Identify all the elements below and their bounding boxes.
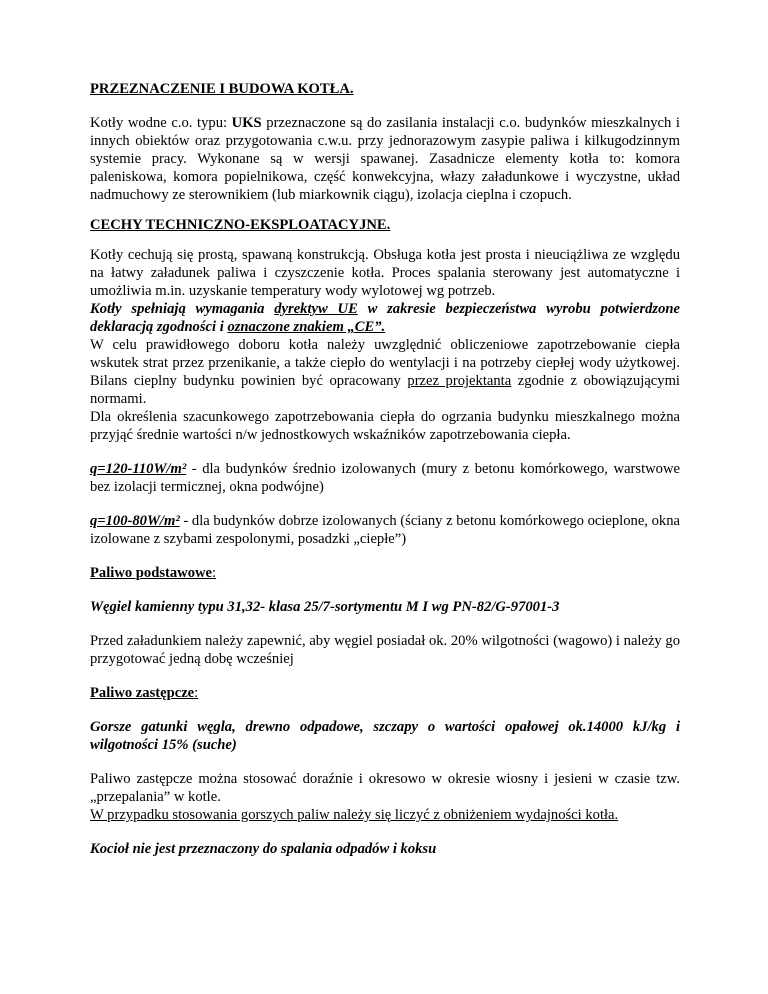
alt-fuel-heading bbox=[90, 684, 680, 702]
q1-value: q=120-110W/m² bbox=[90, 461, 187, 477]
section-heading-purpose: PRZEZNACZENIE I BUDOWA KOTŁA. bbox=[90, 81, 354, 97]
alt-fuel-colon: : bbox=[194, 685, 199, 701]
ce-mark-text: oznaczone znakiem „CE”. bbox=[227, 319, 386, 335]
section-heading-features: CECHY TECHNICZNO-EKSPLOATACYJNE. bbox=[90, 217, 391, 233]
indicator-q1 bbox=[90, 460, 680, 496]
alt-fuel-title: Paliwo zastępcze bbox=[90, 685, 195, 701]
main-fuel-title: Paliwo podstawowe bbox=[90, 565, 213, 581]
ue-compliance-paragraph bbox=[90, 300, 680, 336]
alt-fuel-note: Paliwo zastępcze można stosować doraźnie i okresowo w okresie wiosny i jesieni w czasie tzw. „przepalania” w kotle. bbox=[90, 771, 680, 805]
q2-value: q=100-80W/m² bbox=[90, 513, 180, 529]
features-paragraph: Kotły cechują się prostą, spawaną konstrukcją. Obsługa kotła jest prosta i nieuciążliwa ze względu na łatwy załadunek paliwa i czyszczenie kotła. Proces spalania sterowany jest automatyczne i umożliwia m.in. uzyskanie temperatury wody wylotowej wg potrzeb. bbox=[90, 247, 680, 299]
ue-directive-text: dyrektyw UE bbox=[274, 301, 358, 317]
indicator-q2 bbox=[90, 512, 680, 548]
heat-demand-text-b: zgodnie z obowiązującymi normami. bbox=[90, 373, 680, 407]
alt-fuel-spec: Gorsze gatunki węgla, drewno odpadowe, szczapy o wartości opałowej ok.14000 kJ/kg i wilgotności 15% (suche) bbox=[90, 719, 680, 753]
q1-description: - dla budynków średnio izolowanych (mury z betonu komórkowego, warstwowe bez izolacji termicznej, okna podwójne) bbox=[90, 461, 680, 495]
designer-text: przez projektanta bbox=[407, 373, 512, 389]
document-page bbox=[90, 80, 680, 858]
alt-fuel-warning: W przypadku stosowania gorszych paliw należy się liczyć z obniżeniem wydajności kotła. bbox=[90, 807, 619, 823]
q2-description: - dla budynków dobrze izolowanych (ściany z betonu komórkowego ocieplone, okna izolowane z szybami zespolonymi, posadzki „ciepłe”) bbox=[90, 513, 680, 547]
final-note: Kocioł nie jest przeznaczony do spalania odpadów i koksu bbox=[90, 841, 437, 857]
ue-text-b: w zakresie bezpieczeństwa wyrobu potwierdzone deklaracją zgodności i bbox=[90, 301, 681, 335]
estimate-paragraph: Dla określenia szacunkowego zapotrzebowania ciepła do ogrzania budynku mieszkalnego można przyjąć średnie wartości n/w jednostkowych wskaźników zapotrzebowania ciepła. bbox=[90, 409, 680, 443]
main-fuel-spec: Węgiel kamienny typu 31,32- klasa 25/7-sortymentu M I wg PN-82/G-97001-3 bbox=[90, 599, 560, 615]
ue-text-a: Kotły spełniają wymagania bbox=[90, 301, 275, 317]
purpose-text-start: Kotły wodne c.o. typu: bbox=[90, 115, 232, 131]
heat-demand-paragraph bbox=[90, 336, 680, 408]
main-fuel-heading bbox=[90, 564, 680, 582]
purpose-paragraph bbox=[90, 114, 680, 204]
main-fuel-colon: : bbox=[212, 565, 217, 581]
heat-demand-text-a: W celu prawidłowego doboru kotła należy uwzględnić obliczeniowe zapotrzebowanie ciepła wskutek strat przez przenikanie, a także ciepło do wentylacji i na potrzeby ciepłej wody użytkowej. Bilans cieplny budynku powinien być opracowany bbox=[90, 337, 680, 389]
boiler-type-label: UKS bbox=[231, 115, 262, 131]
main-fuel-note: Przed załadunkiem należy zapewnić, aby węgiel posiadał ok. 20% wilgotności (wagowo) i należy go przygotować jedną dobę wcześniej bbox=[90, 633, 680, 667]
purpose-text-rest: przeznaczone są do zasilania instalacji c.o. budynków mieszkalnych i innych obiektów oraz przygotowania c.w.u. przy jednorazowym zasypie paliwa i kilkugodzinnym systemie pracy. Wykonane są w wersji spawanej. Zasadnicze elementy kotła to: komora paleniskowa, komora popielnikowa, część konwekcyjna, włazy załadunkowe i wyczystne, układ nadmuchowy ze sterownikiem (lub miarkownik ciągu), izolacja cieplna i czopuch. bbox=[90, 115, 680, 203]
